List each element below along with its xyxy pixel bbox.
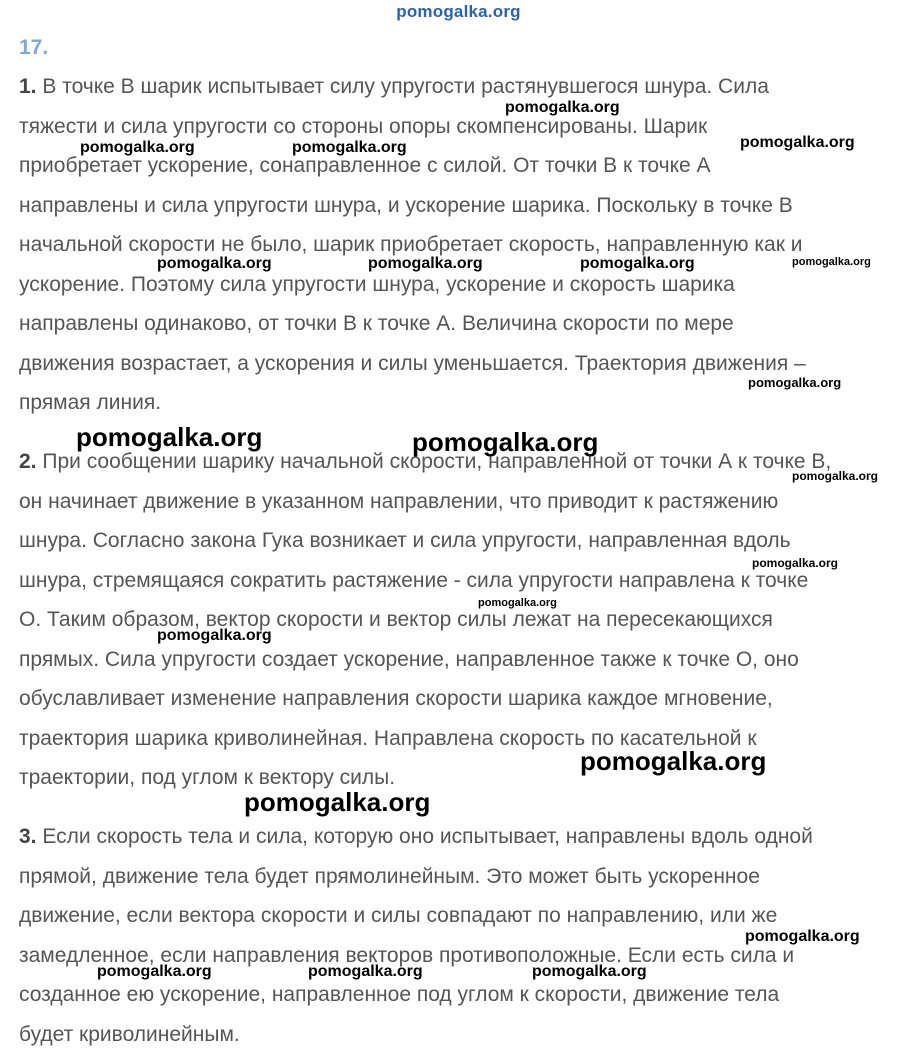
paragraph-number: 1. [19, 75, 37, 98]
paragraph-line: тяжести и сила упругости со стороны опоры скомпенсированы. Шарик [19, 114, 708, 138]
paragraph-1 [19, 67, 914, 423]
paragraph-2 [19, 442, 914, 798]
watermark: pomogalka.org [244, 787, 431, 817]
paragraph-line [19, 67, 914, 107]
watermark: pomogalka.org [580, 255, 695, 272]
task-number: 17. [19, 36, 49, 59]
paragraph-line: прямая линия. [19, 391, 162, 414]
header-watermark: pomogalka.org [396, 2, 521, 21]
watermark: pomogalka.org [80, 139, 195, 156]
watermark: pomogalka.org [740, 134, 855, 151]
watermark: pomogalka.org [532, 963, 647, 980]
watermark: pomogalka.org [157, 627, 272, 644]
line-text: Если скорость тела и сила, которую оно испытывает, направлены вдоль одной [36, 825, 813, 848]
watermark: pomogalka.org [478, 597, 557, 609]
watermark: pomogalka.org [580, 746, 767, 776]
paragraph-line: начальной скорости не было, шарик приобретает скорость, направленную как и [19, 233, 803, 256]
watermark: pomogalka.org [505, 99, 620, 116]
watermark: pomogalka.org [748, 375, 842, 390]
watermark: pomogalka.org [308, 963, 423, 980]
line-text: В точке В шарик испытывает силу упругости растянувшегося шнура. Сила [36, 75, 769, 98]
paragraph-line: прямых. Сила упругости создает ускорение, направленное также к точке О, оно [19, 647, 799, 671]
paragraph-line: шнура, стремящаяся сократить растяжение - сила упругости направлена к точке [19, 568, 809, 592]
paragraph-line: он начинает движение в указанном направлении, что приводит к растяжению [19, 489, 779, 513]
line-text: При сообщении шарику начальной скорости, направленной от точки А к точке В, [36, 450, 832, 473]
paragraph-line: прямой, движение тела будет прямолинейным. Это может быть ускоренное [19, 864, 760, 888]
paragraph-line: приобретает ускорение, сонаправленное с силой. От точки В к точке А [19, 154, 711, 177]
watermark: pomogalka.org [745, 928, 860, 945]
watermark: pomogalka.org [368, 255, 483, 272]
paragraph-line: траектории, под углом к вектору силы. [19, 766, 396, 789]
watermark: pomogalka.org [792, 256, 871, 268]
watermark: pomogalka.org [792, 469, 879, 483]
watermark: pomogalka.org [752, 556, 839, 570]
paragraph-line: шнура. Согласно закона Гука возникает и сила упругости, направленная вдоль [19, 529, 791, 552]
paragraph-line: обуславливает изменение направления скорости шарика каждое мгновение, [19, 687, 773, 710]
paragraph-line: направлены одинаково, от точки В к точке А. Величина скорости по мере [19, 312, 734, 335]
paragraph-number: 3. [19, 825, 37, 848]
paragraph-line: ускорение. Поэтому сила упругости шнура, ускорение и скорость шарика [19, 272, 735, 296]
watermark: pomogalka.org [97, 963, 212, 980]
paragraph-line: направлены и сила упругости шнура, и ускорение шарика. Поскольку в точке В [19, 193, 793, 217]
paragraph-line: траектория шарика криволинейная. Направлена скорость по касательной к [19, 726, 757, 750]
paragraph-line: созданное ею ускорение, направленное под углом к скорости, движение тела [19, 983, 780, 1006]
watermark: pomogalka.org [76, 422, 263, 452]
watermark: pomogalka.org [412, 427, 599, 457]
paragraph-line: движение, если вектора скорости и силы совпадают по направлению, или же [19, 904, 778, 927]
paragraph-line: будет криволинейным. [19, 1022, 240, 1046]
paragraph-line: движения возрастает, а ускорения и силы уменьшается. Траектория движения – [19, 351, 806, 375]
paragraph-number: 2. [19, 450, 37, 473]
paragraph-line [19, 817, 914, 857]
watermark: pomogalka.org [292, 139, 407, 156]
paragraph-line: замедленное, если направления векторов противоположные. Если есть сила и [19, 943, 795, 967]
paragraph-line: О. Таким образом, вектор скорости и вектор силы лежат на пересекающихся [19, 608, 773, 631]
watermark: pomogalka.org [157, 255, 272, 272]
